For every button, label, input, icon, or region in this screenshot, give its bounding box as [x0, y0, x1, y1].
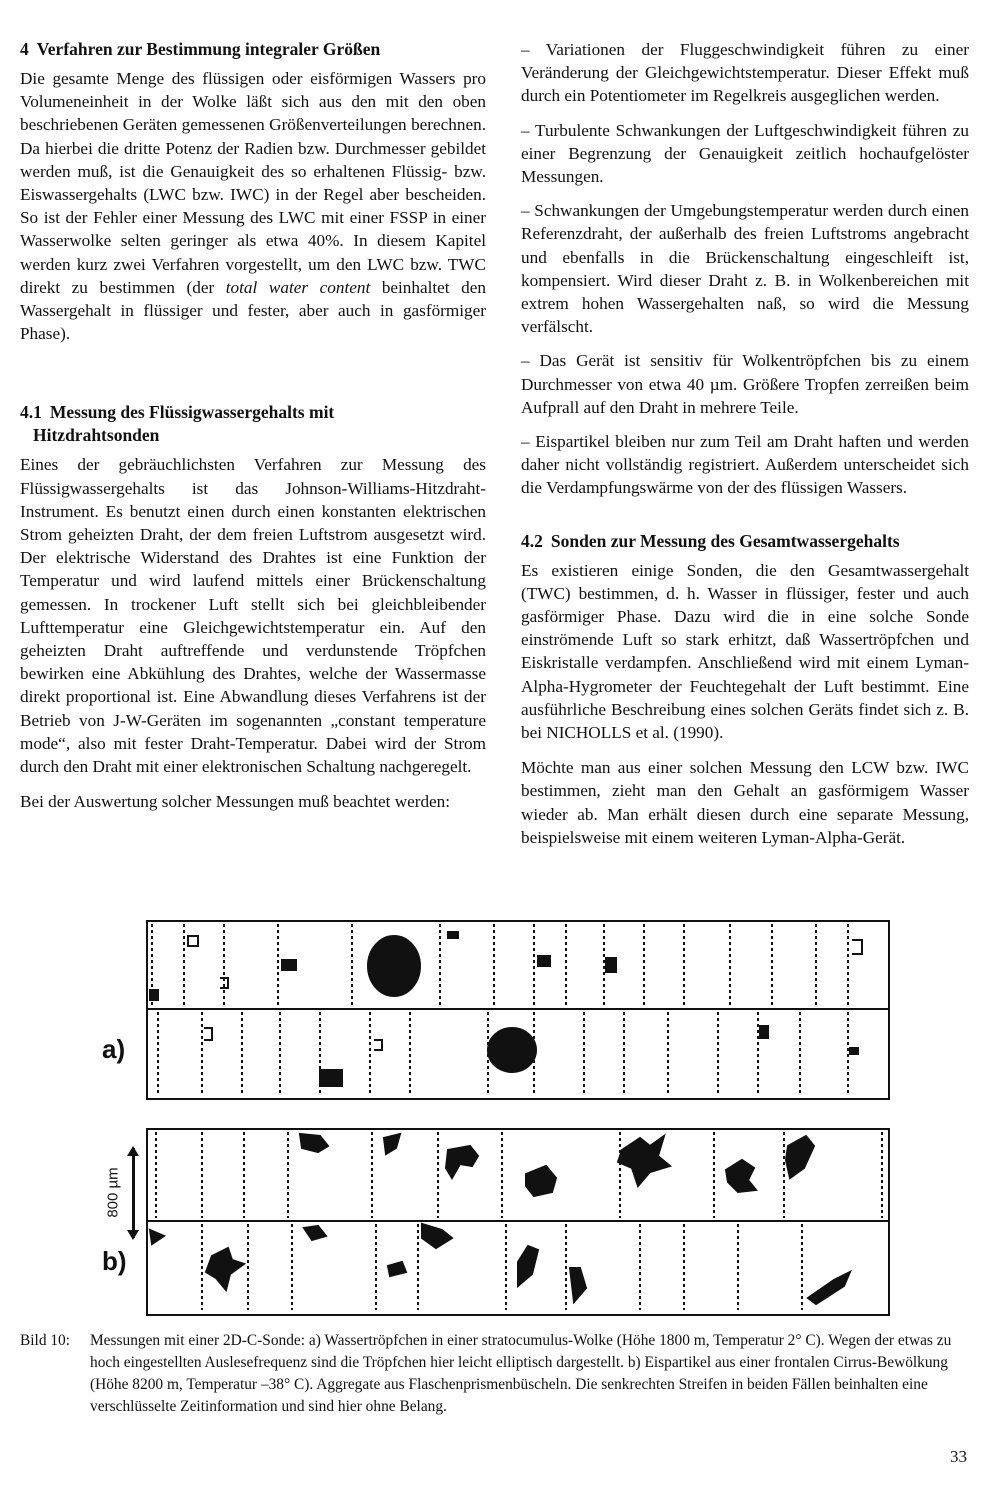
scale-arrow-icon	[132, 1148, 135, 1238]
list-item: – Turbulente Schwankungen der Luftgeschwindigkeit führen zu einer Begrenzung der Genauigkeit zeitlich hochaufgelöster Messungen.	[521, 120, 969, 187]
image-strip	[148, 1222, 888, 1312]
image-strip	[148, 1130, 888, 1222]
paragraph-italic: total water content	[225, 277, 371, 297]
section-number: 4.2	[521, 530, 543, 551]
list-item: – Variationen der Fluggeschwindigkeit führen zu einer Veränderung der Gleichgewichtstemperatur. Dieser Effekt muß durch ein Potentiometer im Regelkreis ausgeglichen werden.	[521, 40, 969, 106]
section-number: 4	[20, 39, 29, 59]
panel-a-label: a)	[102, 1034, 126, 1064]
droplet-images	[148, 1010, 888, 1096]
list-item: – Schwankungen der Umgebungstemperatur werden durch einen Referenzdraht, der außerhalb des freien Luftstroms angebracht und ebenfalls in die Brückenschaltung eingeschleift ist, kompensiert. Wird dieser Draht z. B. in Wolkenbereichen mit extrem hohen Wassergehalten naß, so wird die Messung verfälscht.	[521, 201, 969, 337]
page-number: 33	[950, 1447, 967, 1466]
left-column	[20, 38, 486, 825]
panel-b-ice-particles	[146, 1128, 890, 1316]
section-4-1-paragraph-1: Eines der gebräuchlichsten Verfahren zur Messung des Flüssigwassergehalts ist das Johnson-Williams-Hitzdraht-Instrument. Es benutzt einen durch einen konstanten elektrischen Strom geheizten Draht, der dem freien Luftstrom ausgesetzt wird. Der elektrische Widerstand des Drahtes ist eine Funktion der Temperatur und wird laufend mittels einer Brückenschaltung gemessen. In trockener Luft stellt sich bei gleichbleibender Lufttemperatur eine Gleichgewichtstemperatur ein. Auf den geheizten Draht auftreffende und verdunstende Tröpfchen bewirken eine Abkühlung des Drahtes, welche der Wassermasse direkt proportional ist. Eine Abwandlung dieses Verfahrens ist der Betrieb von J-W-Geräten im sogenannten „constant temperature mode“, also mit fester Draht-Temperatur. Dabei wird der Strom durch den Draht mit einer elektronischen Schaltung nachgeregelt.	[20, 455, 486, 777]
caption-label: Bild 10:	[20, 1332, 71, 1349]
image-strip	[148, 922, 888, 1010]
section-4-1-paragraph-2: Bei der Auswertung solcher Messungen muß beachtet werden:	[20, 792, 451, 812]
consideration-list	[521, 38, 969, 500]
section-4-1-heading	[20, 401, 486, 447]
list-item: – Eispartikel bleiben nur zum Teil am Draht haften und werden daher nicht vollständig registriert. Außerdem unterscheidet sich die Verdampfungswärme von der des flüssigen Wassers.	[521, 432, 969, 498]
scale-label: 800 µm	[104, 1167, 122, 1218]
right-column	[521, 38, 969, 861]
panel-b-label: b)	[102, 1246, 127, 1276]
section-4-2-paragraph-2: Möchte man aus einer solchen Messung den LCW bzw. IWC bestimmen, zieht man den Gehalt an gasförmigem Wasser wieder ab. Man erhält diesen durch eine separate Messung, beispielsweise mit einem weiteren Lyman-Alpha-Gerät.	[521, 758, 969, 847]
list-item: – Das Gerät ist sensitiv für Wolkentröpfchen bis zu einem Durchmesser von etwa 40 µm. Größere Tropfen zerreißen beim Aufprall auf den Draht in mehrere Teile.	[521, 351, 969, 417]
section-title: Verfahren zur Bestimmung integraler Größen	[36, 39, 381, 59]
section-4-2-heading	[521, 530, 969, 553]
section-title-line2: Hitzdrahtsonden	[33, 425, 160, 446]
section-4-heading	[20, 38, 486, 61]
caption-text: Messungen mit einer 2D-C-Sonde: a) Wassertröpfchen in einer stratocumulus-Wolke (Höhe 1800 m, Temperatur 2° C). Wegen der etwas zu hoch eingestellten Auslesefrequenz sind die Tröpfchen hier leicht elliptisch dargestellt. b) Eispartikel aus einer frontalen Cirrus-Bewölkung (Höhe 8200 m, Temperatur –38° C). Aggregate aus Flaschenprismenbüscheln. Die senkrechten Streifen in beiden Fällen beinhalten eine verschlüsselte Zeitinformation und sind hier ohne Belang.	[90, 1332, 952, 1415]
section-4-2-paragraph-1: Es existieren einige Sonden, die den Gesamtwassergehalt (TWC) bestimmen, d. h. Wasser in flüssiger, fester und auch gasförmiger Phase. Dazu wird die in eine solche Sonde einströmende Luft so stark erhitzt, daß Wassertröpfchen und Eiskristalle verdampfen. Anschließend wird mit einem Lyman-Alpha-Hygrometer der Feuchtegehalt der Luft bestimmt. Eine ausführliche Beschreibung eines solchen Geräts findet sich z. B. bei NICHOLLS et al. (1990).	[521, 560, 969, 743]
section-title: Messung des Flüssigwassergehalts mit	[49, 402, 335, 423]
paragraph-text: beinhaltet den Wassergehalt in flüssiger und fester, aber auch in gasförmiger Phase).	[20, 277, 486, 344]
ice-particle-images	[148, 1130, 888, 1220]
scale-bar	[106, 1148, 136, 1238]
section-title: Sonden zur Messung des Gesamtwassergehalts	[550, 530, 900, 551]
panel-a-droplets	[146, 920, 890, 1100]
figure-2dc-probe	[92, 920, 902, 1322]
image-strip	[148, 1010, 888, 1096]
ice-particle-images	[148, 1222, 888, 1312]
section-4-paragraph	[20, 67, 486, 345]
section-number: 4.1	[20, 402, 42, 423]
paragraph-text: Die gesamte Menge des flüssigen oder eisförmigen Wassers pro Volumeneinheit in der Wolke läßt sich aus den mit den oben beschriebenen Geräten gemessenen Größenverteilungen berechnen. Da hierbei die dritte Potenz der Radien bzw. Durchmesser gebildet werden muß, ist die Genauigkeit des so erhaltenen Flüssig- bzw. Eiswassergehalts (LWC bzw. IWC) in der Regel aber bescheiden. So ist der Fehler einer Messung des LWC mit einer FSSP in einer Wasserwolke selten geringer als etwa 40%. In diesem Kapitel werden kurz zwei Verfahren vorgestellt, um den LWC bzw. TWC direkt zu bestimmen (der	[20, 69, 486, 297]
droplet-images	[148, 922, 888, 1008]
